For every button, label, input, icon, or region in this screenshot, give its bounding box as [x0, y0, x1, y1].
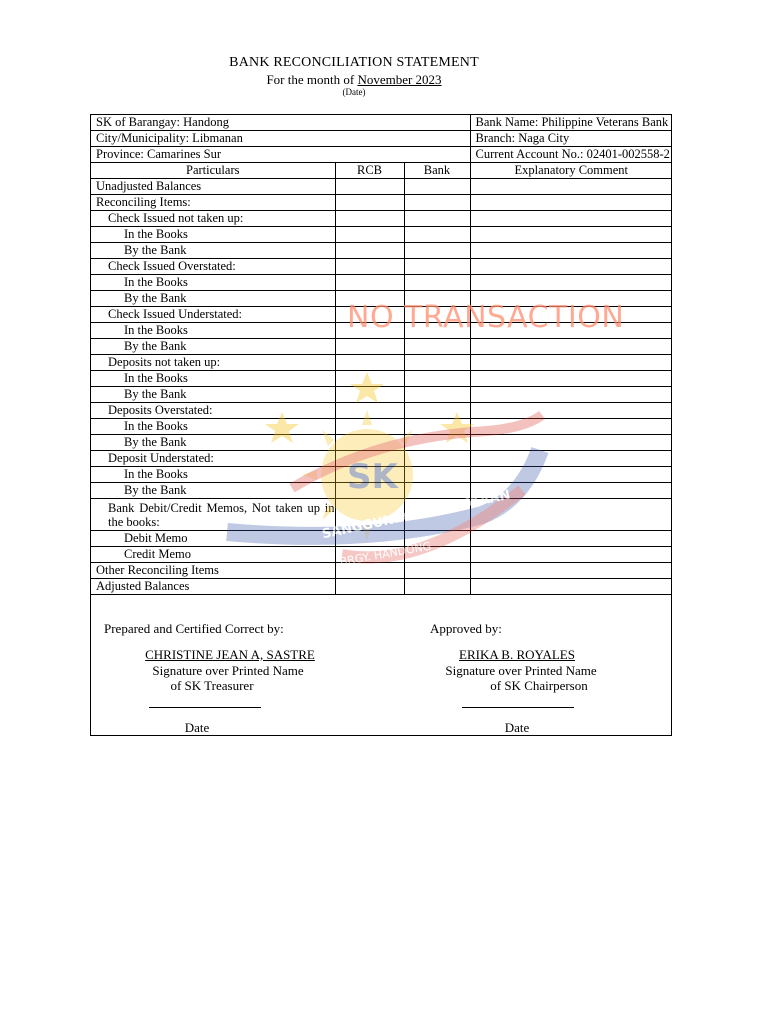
- rcb-cell: [335, 307, 404, 323]
- comment-cell: [470, 451, 672, 467]
- rcb-cell: [335, 419, 404, 435]
- sk-monogram: SK: [347, 457, 398, 497]
- treasurer-signature-caption: Signature over Printed Name: [152, 663, 304, 678]
- particulars-cell: Debit Memo: [91, 531, 335, 547]
- prepared-by-label: Prepared and Certified Correct by:: [104, 621, 284, 636]
- table-row: [91, 451, 672, 467]
- comment-cell: [470, 435, 672, 451]
- col-header-particulars: Particulars: [91, 163, 335, 179]
- bank-cell: [404, 179, 470, 195]
- rcb-cell: [335, 579, 404, 595]
- particulars-cell: By the Bank: [91, 483, 335, 499]
- comment-cell: [470, 195, 672, 211]
- table-row: [91, 227, 672, 243]
- particulars-cell: Reconciling Items:: [91, 195, 335, 211]
- table-row: [91, 195, 672, 211]
- comment-cell: [470, 499, 672, 531]
- chair-date-line: [462, 707, 574, 708]
- particulars-cell: By the Bank: [91, 387, 335, 403]
- comment-cell: [470, 563, 672, 579]
- comment-cell: [470, 355, 672, 371]
- date-caption: (Date): [342, 87, 366, 97]
- comment-cell: [470, 467, 672, 483]
- chairperson-name: ERIKA B. ROYALES: [459, 647, 575, 662]
- chairperson-signature-caption: Signature over Printed Name: [445, 663, 597, 678]
- comment-cell: [470, 243, 672, 259]
- comment-cell: [470, 323, 672, 339]
- comment-cell: [470, 259, 672, 275]
- table-row: [91, 179, 672, 195]
- reconciliation-sheet: [90, 114, 672, 736]
- rcb-cell: [335, 467, 404, 483]
- info-row: [91, 131, 672, 147]
- comment-cell: [470, 387, 672, 403]
- rcb-cell: [335, 339, 404, 355]
- bank-cell: [404, 435, 470, 451]
- particulars-cell: Unadjusted Balances: [91, 179, 335, 195]
- table-row: [91, 531, 672, 547]
- account-cell: Current Account No.: 02401-002558-2: [470, 147, 672, 163]
- rcb-cell: [335, 179, 404, 195]
- bank-cell: [404, 339, 470, 355]
- particulars-cell: In the Books: [91, 275, 335, 291]
- comment-cell: [470, 531, 672, 547]
- no-transaction-stamp: NO TRANSACTION: [347, 300, 625, 335]
- particulars-cell: By the Bank: [91, 243, 335, 259]
- reconciliation-table: [91, 115, 672, 595]
- comment-cell: [470, 403, 672, 419]
- bank-cell: [404, 195, 470, 211]
- table-row: [91, 275, 672, 291]
- particulars-cell: In the Books: [91, 323, 335, 339]
- table-row: [91, 323, 672, 339]
- rcb-cell: [335, 403, 404, 419]
- column-header-row: [91, 163, 672, 179]
- table-row: [91, 211, 672, 227]
- city-cell: City/Municipality: Libmanan: [91, 131, 470, 147]
- table-row: [91, 307, 672, 323]
- particulars-cell: In the Books: [91, 419, 335, 435]
- table-row: [91, 291, 672, 307]
- particulars-cell: Deposits Overstated:: [91, 403, 335, 419]
- table-row: [91, 483, 672, 499]
- table-row: [91, 339, 672, 355]
- comment-cell: [470, 227, 672, 243]
- table-row: [91, 387, 672, 403]
- bank-cell: [404, 371, 470, 387]
- particulars-cell: By the Bank: [91, 435, 335, 451]
- rcb-cell: [335, 275, 404, 291]
- rcb-cell: [335, 195, 404, 211]
- comment-cell: [470, 339, 672, 355]
- rcb-cell: [335, 371, 404, 387]
- info-row: [91, 147, 672, 163]
- particulars-cell: Adjusted Balances: [91, 579, 335, 595]
- bank-cell: [404, 387, 470, 403]
- rcb-cell: [335, 451, 404, 467]
- logo-text: SANGGUNIANG KABATAAN: [320, 487, 512, 543]
- approved-by-label: Approved by:: [430, 621, 502, 636]
- treasurer-date-line: [149, 707, 261, 708]
- table-row: [91, 547, 672, 563]
- logo-subtext: BRGY. HANDONG: [338, 539, 433, 569]
- table-row: [91, 403, 672, 419]
- bank-cell: [404, 259, 470, 275]
- particulars-cell: Bank Debit/Credit Memos, Not taken up in the books:: [91, 499, 335, 531]
- comment-cell: [470, 371, 672, 387]
- rcb-cell: [335, 291, 404, 307]
- particulars-cell: By the Bank: [91, 339, 335, 355]
- bank-cell: [404, 227, 470, 243]
- rcb-cell: [335, 387, 404, 403]
- particulars-cell: Check Issued Understated:: [91, 307, 335, 323]
- bank-cell: [404, 579, 470, 595]
- particulars-cell: In the Books: [91, 371, 335, 387]
- bank-cell: [404, 499, 470, 531]
- bank-cell: [404, 467, 470, 483]
- document-title: BANK RECONCILIATION STATEMENT: [229, 55, 479, 70]
- table-row: [91, 499, 672, 531]
- particulars-cell: Check Issued not taken up:: [91, 211, 335, 227]
- rcb-cell: [335, 531, 404, 547]
- table-row: [91, 243, 672, 259]
- particulars-cell: In the Books: [91, 227, 335, 243]
- info-row: [91, 115, 672, 131]
- bank-cell: [404, 323, 470, 339]
- rcb-cell: [335, 211, 404, 227]
- particulars-cell: Other Reconciling Items: [91, 563, 335, 579]
- particulars-cell: Deposits not taken up:: [91, 355, 335, 371]
- table-row: [91, 563, 672, 579]
- table-row: [91, 579, 672, 595]
- rcb-cell: [335, 243, 404, 259]
- table-row: [91, 419, 672, 435]
- col-header-rcb: RCB: [335, 163, 404, 179]
- chairperson-role: of SK Chairperson: [490, 678, 588, 693]
- particulars-cell: Deposit Understated:: [91, 451, 335, 467]
- bank-cell: [404, 531, 470, 547]
- chairperson-date-label: Date: [504, 720, 530, 735]
- particulars-cell: Check Issued Overstated:: [91, 259, 335, 275]
- comment-cell: [470, 179, 672, 195]
- bank-cell: [404, 211, 470, 227]
- bank-cell: [404, 275, 470, 291]
- bank-cell: [404, 355, 470, 371]
- document-subtitle: [0, 72, 708, 88]
- rcb-cell: [335, 435, 404, 451]
- bank-cell: [404, 307, 470, 323]
- sk-barangay-cell: SK of Barangay: Handong: [91, 115, 470, 131]
- table-row: [91, 371, 672, 387]
- statement-month: November 2023: [357, 72, 442, 87]
- table-body: [91, 115, 672, 595]
- particulars-cell: In the Books: [91, 467, 335, 483]
- comment-cell: [470, 307, 672, 323]
- col-header-comment: Explanatory Comment: [470, 163, 672, 179]
- col-header-bank: Bank: [404, 163, 470, 179]
- rcb-cell: [335, 259, 404, 275]
- treasurer-date-label: Date: [184, 720, 210, 735]
- comment-cell: [470, 275, 672, 291]
- comment-cell: [470, 547, 672, 563]
- comment-cell: [470, 419, 672, 435]
- rcb-cell: [335, 355, 404, 371]
- bank-name-cell: Bank Name: Philippine Veterans Bank: [470, 115, 672, 131]
- subtitle-prefix: For the month of: [266, 72, 358, 87]
- comment-cell: [470, 291, 672, 307]
- rcb-cell: [335, 563, 404, 579]
- bank-cell: [404, 291, 470, 307]
- comment-cell: [470, 483, 672, 499]
- comment-cell: [470, 211, 672, 227]
- rcb-cell: [335, 547, 404, 563]
- rcb-cell: [335, 499, 404, 531]
- particulars-cell: By the Bank: [91, 291, 335, 307]
- particulars-cell: Credit Memo: [91, 547, 335, 563]
- treasurer-name: CHRISTINE JEAN A, SASTRE: [145, 647, 315, 662]
- table-row: [91, 259, 672, 275]
- branch-cell: Branch: Naga City: [470, 131, 672, 147]
- bank-cell: [404, 451, 470, 467]
- bank-cell: [404, 563, 470, 579]
- treasurer-role: of SK Treasurer: [170, 678, 254, 693]
- bank-cell: [404, 419, 470, 435]
- bank-cell: [404, 403, 470, 419]
- comment-cell: [470, 579, 672, 595]
- rcb-cell: [335, 227, 404, 243]
- table-row: [91, 355, 672, 371]
- rcb-cell: [335, 323, 404, 339]
- table-row: [91, 467, 672, 483]
- bank-cell: [404, 243, 470, 259]
- bank-cell: [404, 483, 470, 499]
- table-row: [91, 435, 672, 451]
- bank-cell: [404, 547, 470, 563]
- rcb-cell: [335, 483, 404, 499]
- province-cell: Province: Camarines Sur: [91, 147, 470, 163]
